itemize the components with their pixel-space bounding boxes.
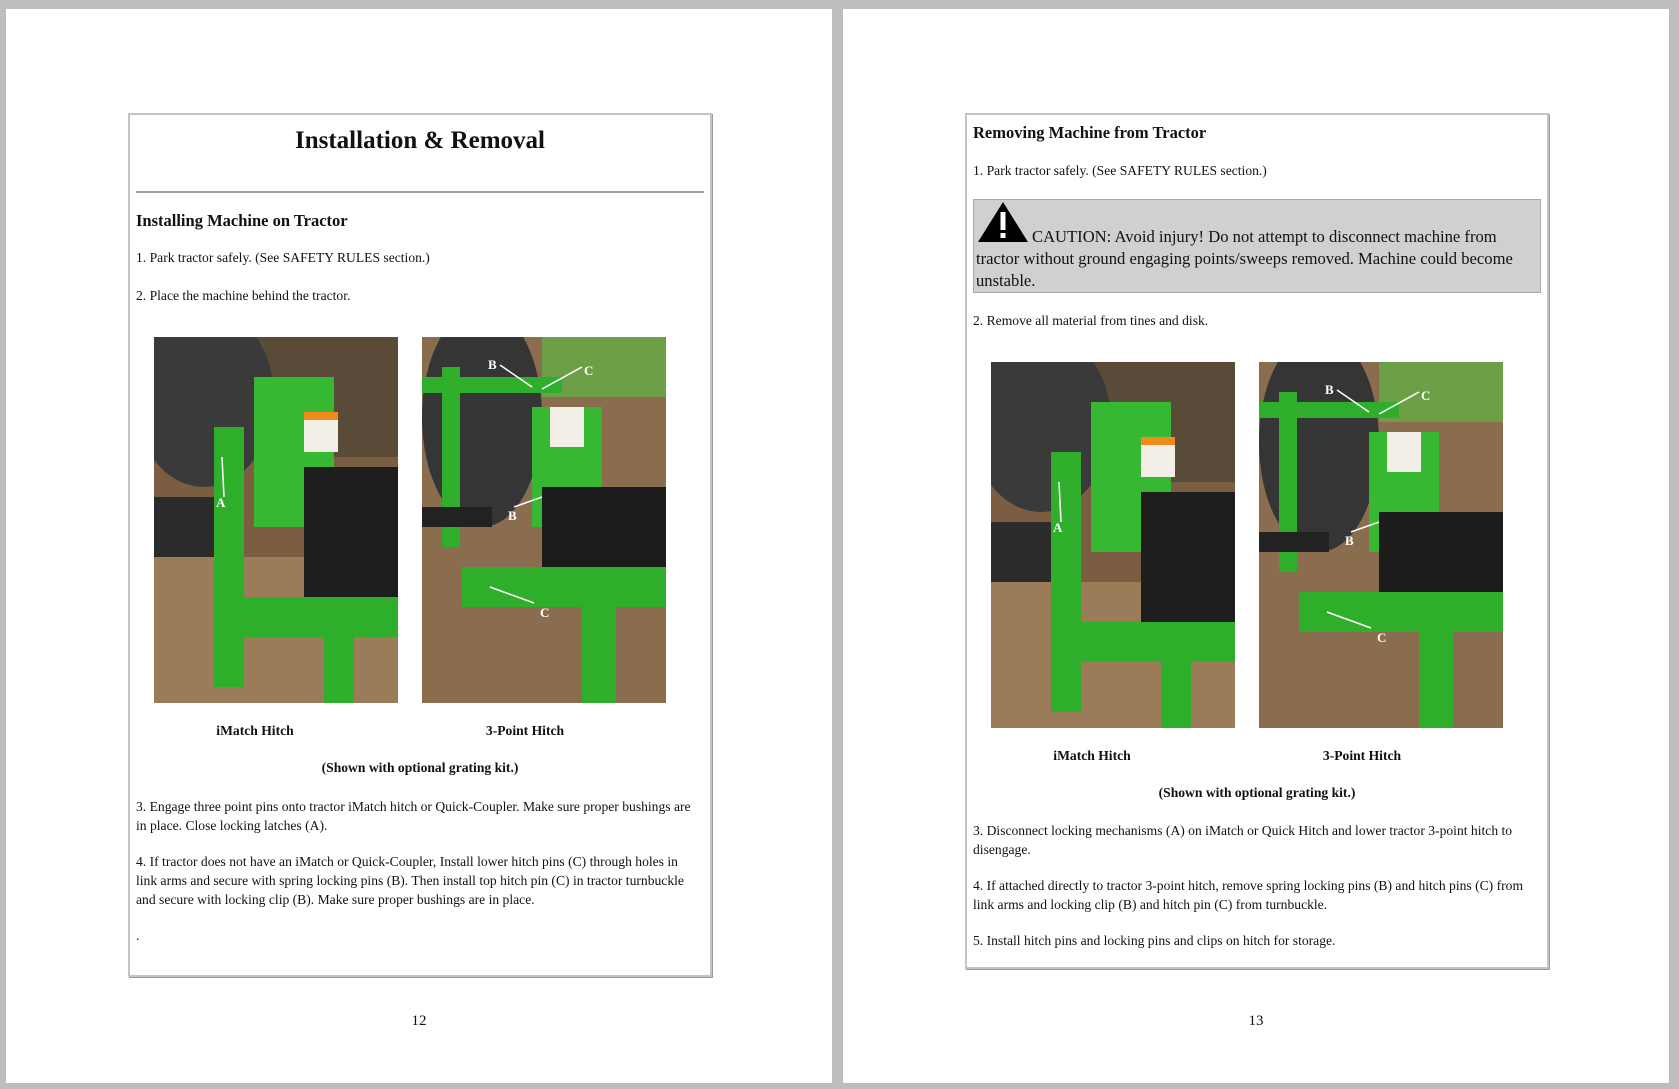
photo-label-c-top: C	[584, 363, 594, 378]
photo-label-a: A	[216, 495, 226, 510]
section-heading: Removing Machine from Tractor	[973, 123, 1207, 142]
caption-3-point-hitch: 3-Point Hitch	[1322, 748, 1402, 763]
photo-label-b-lower: B	[1345, 533, 1354, 548]
caption-imatch-hitch: iMatch Hitch	[216, 723, 294, 738]
photo-label-c-top: C	[1421, 388, 1431, 403]
content-frame	[128, 113, 712, 977]
photo-label-b-lower: B	[508, 508, 517, 523]
step-5: 5. Install hitch pins and locking pins and clips on hitch for storage.	[973, 933, 1336, 948]
step-4: 4. If attached directly to tractor 3-point hitch, remove spring locking pins (B) and hitch pins (C) from link arms and locking clip (B) and hitch pin (C) from turnbuckle.	[973, 878, 1524, 912]
manual-page-13	[843, 9, 1669, 1083]
step-3: 3. Disconnect locking mechanisms (A) on iMatch or Quick Hitch and lower tractor 3-point hitch to disengage.	[973, 823, 1513, 857]
stray-period: .	[136, 928, 140, 943]
photo-label-b-top: B	[1325, 382, 1334, 397]
caption-grating-note: (Shown with optional grating kit.)	[1158, 785, 1356, 800]
imatch-hitch-photo	[991, 362, 1235, 728]
photo-label-a: A	[1053, 520, 1063, 535]
step-1: 1. Park tractor safely. (See SAFETY RULES section.)	[973, 163, 1267, 178]
caution-box	[973, 199, 1541, 293]
photo-label-b-top: B	[488, 357, 497, 372]
imatch-hitch-photo	[154, 337, 398, 703]
page-number: 12	[411, 1013, 427, 1029]
page-number: 13	[1248, 1013, 1264, 1029]
caption-imatch-hitch: iMatch Hitch	[1053, 748, 1131, 763]
page-title: Installation & Removal	[295, 127, 545, 154]
step-2: 2. Place the machine behind the tractor.	[136, 288, 351, 303]
title-divider	[136, 191, 704, 193]
photo-label-c-lower: C	[540, 605, 550, 620]
step-4: 4. If tractor does not have an iMatch or Quick-Coupler, Install lower hitch pins (C) through holes in link arms and secure with spring locking pins (B). Then install top hitch pin (C) in tractor turnbuckle and secure with locking clip (B). Make sure proper bushings are in place.	[136, 854, 684, 907]
three-point-hitch-photo	[1259, 362, 1503, 728]
photo-label-c-lower: C	[1377, 630, 1387, 645]
caption-grating-note: (Shown with optional grating kit.)	[321, 760, 519, 775]
step-1: 1. Park tractor safely. (See SAFETY RULES section.)	[136, 250, 430, 265]
content-frame	[965, 113, 1549, 969]
step-2: 2. Remove all material from tines and disk.	[973, 313, 1209, 328]
three-point-hitch-photo	[422, 337, 666, 703]
caption-3-point-hitch: 3-Point Hitch	[485, 723, 565, 738]
caution-text: CAUTION: Avoid injury! Do not attempt to disconnect machine from tractor without ground engaging points/sweeps removed. Machine could become unstable.	[976, 227, 1513, 290]
section-heading: Installing Machine on Tractor	[136, 211, 348, 230]
manual-page-12	[6, 9, 832, 1083]
step-3: 3. Engage three point pins onto tractor iMatch hitch or Quick-Coupler. Make sure proper bushings are in place. Close locking latches (A).	[136, 799, 691, 833]
